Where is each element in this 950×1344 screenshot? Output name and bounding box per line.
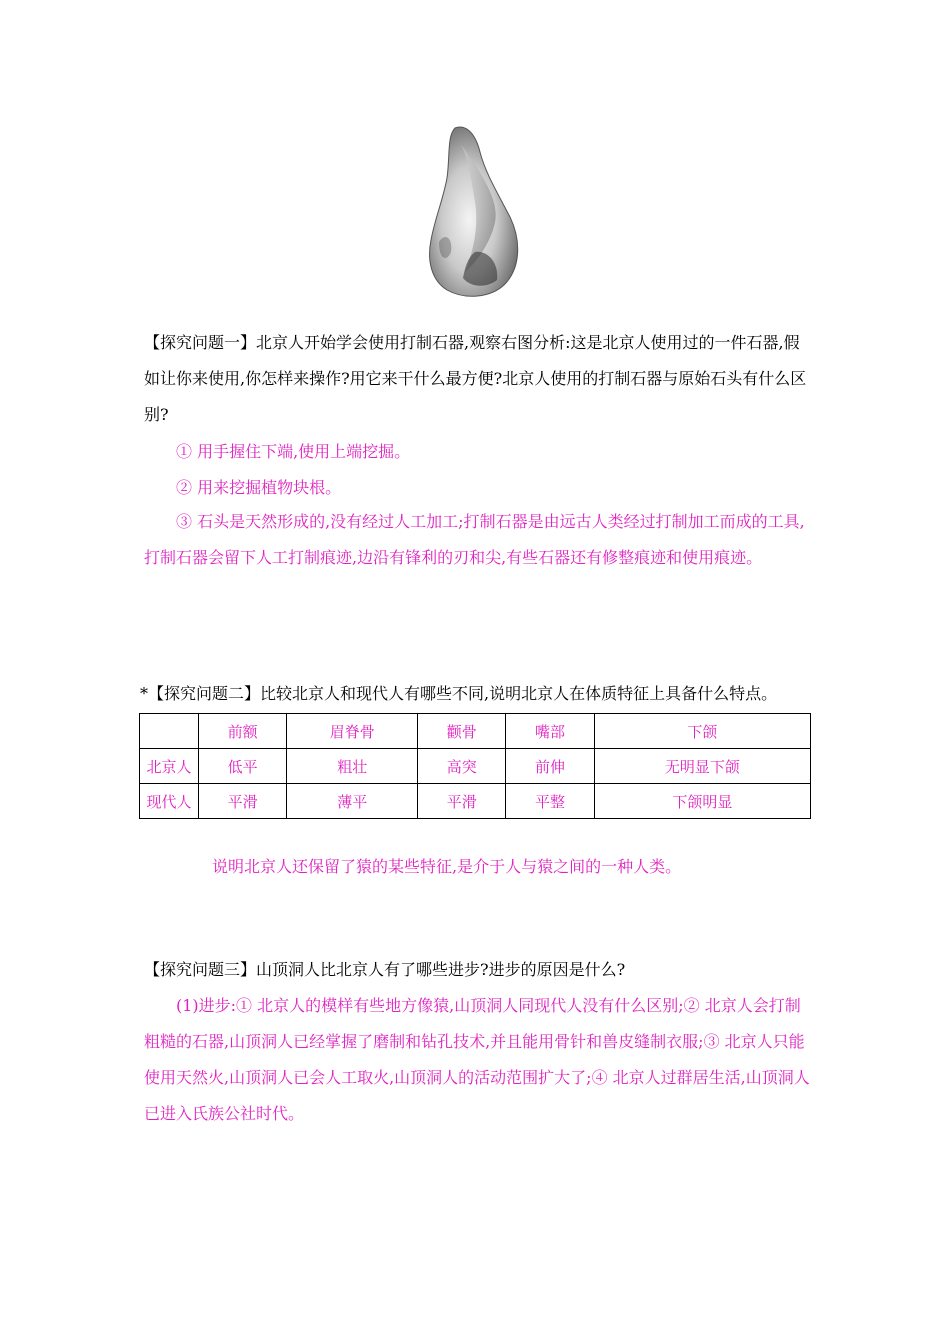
table-cell: 粗壮 [287,749,418,784]
question-3: 【探究问题三】山顶洞人比北京人有了哪些进步?进步的原因是什么? [144,960,626,979]
table-header-cell: 前额 [199,714,287,749]
table-header-cell: 下颌 [594,714,810,749]
answer-3: (1)进步:① 北京人的模样有些地方像猿,山顶洞人同现代人没有什么区别;② 北京人会打制粗糙的石器,山顶洞人已经掌握了磨制和钻孔技术,并且能用骨针和兽皮缝制衣服;③ 北京人只能使用天然火,山顶洞人已会人工取火,山顶洞人的活动范围扩大了;④ 北京人过群居生活,山顶洞人已进入氏族公社时代。 [144,996,810,1123]
table-cell: 低平 [199,749,287,784]
table-header-row [140,714,811,749]
answer-1-3: ③ 石头是天然形成的,没有经过人工加工;打制石器是由远古人类经过打制加工而成的工具,打制石器会留下人工打制痕迹,边沿有锋利的刃和尖,有些石器还有修整痕迹和使用痕迹。 [144,512,805,567]
answer-1-2: ② 用来挖掘植物块根。 [176,478,342,497]
question-1: 【探究问题一】北京人开始学会使用打制石器,观察右图分析:这是北京人使用过的一件石器,假如让你来使用,你怎样来操作?用它来干什么最方便?北京人使用的打制石器与原始石头有什么区别? [144,333,807,424]
table-header-cell: 嘴部 [506,714,594,749]
table-cell: 平滑 [418,784,506,819]
comparison-table [139,713,811,819]
table-row [140,784,811,819]
table-cell: 无明显下颌 [594,749,810,784]
table-cell: 薄平 [287,784,418,819]
table-cell: 高突 [418,749,506,784]
table-cell [140,714,199,749]
table-cell: 前伸 [506,749,594,784]
table-cell: 下颌明显 [594,784,810,819]
question-2: *【探究问题二】比较北京人和现代人有哪些不同,说明北京人在体质特征上具备什么特点。 [140,684,778,703]
table-cell: 平整 [506,784,594,819]
table-cell: 平滑 [199,784,287,819]
table-header-cell: 颧骨 [418,714,506,749]
table-row-label: 北京人 [140,749,199,784]
table-row-label: 现代人 [140,784,199,819]
conclusion-2: 说明北京人还保留了猿的某些特征,是介于人与猿之间的一种人类。 [212,857,682,876]
stone-tool-image [425,122,525,302]
table-header-cell: 眉脊骨 [287,714,418,749]
table-row [140,749,811,784]
answer-1-1: ① 用手握住下端,使用上端挖掘。 [176,442,411,461]
